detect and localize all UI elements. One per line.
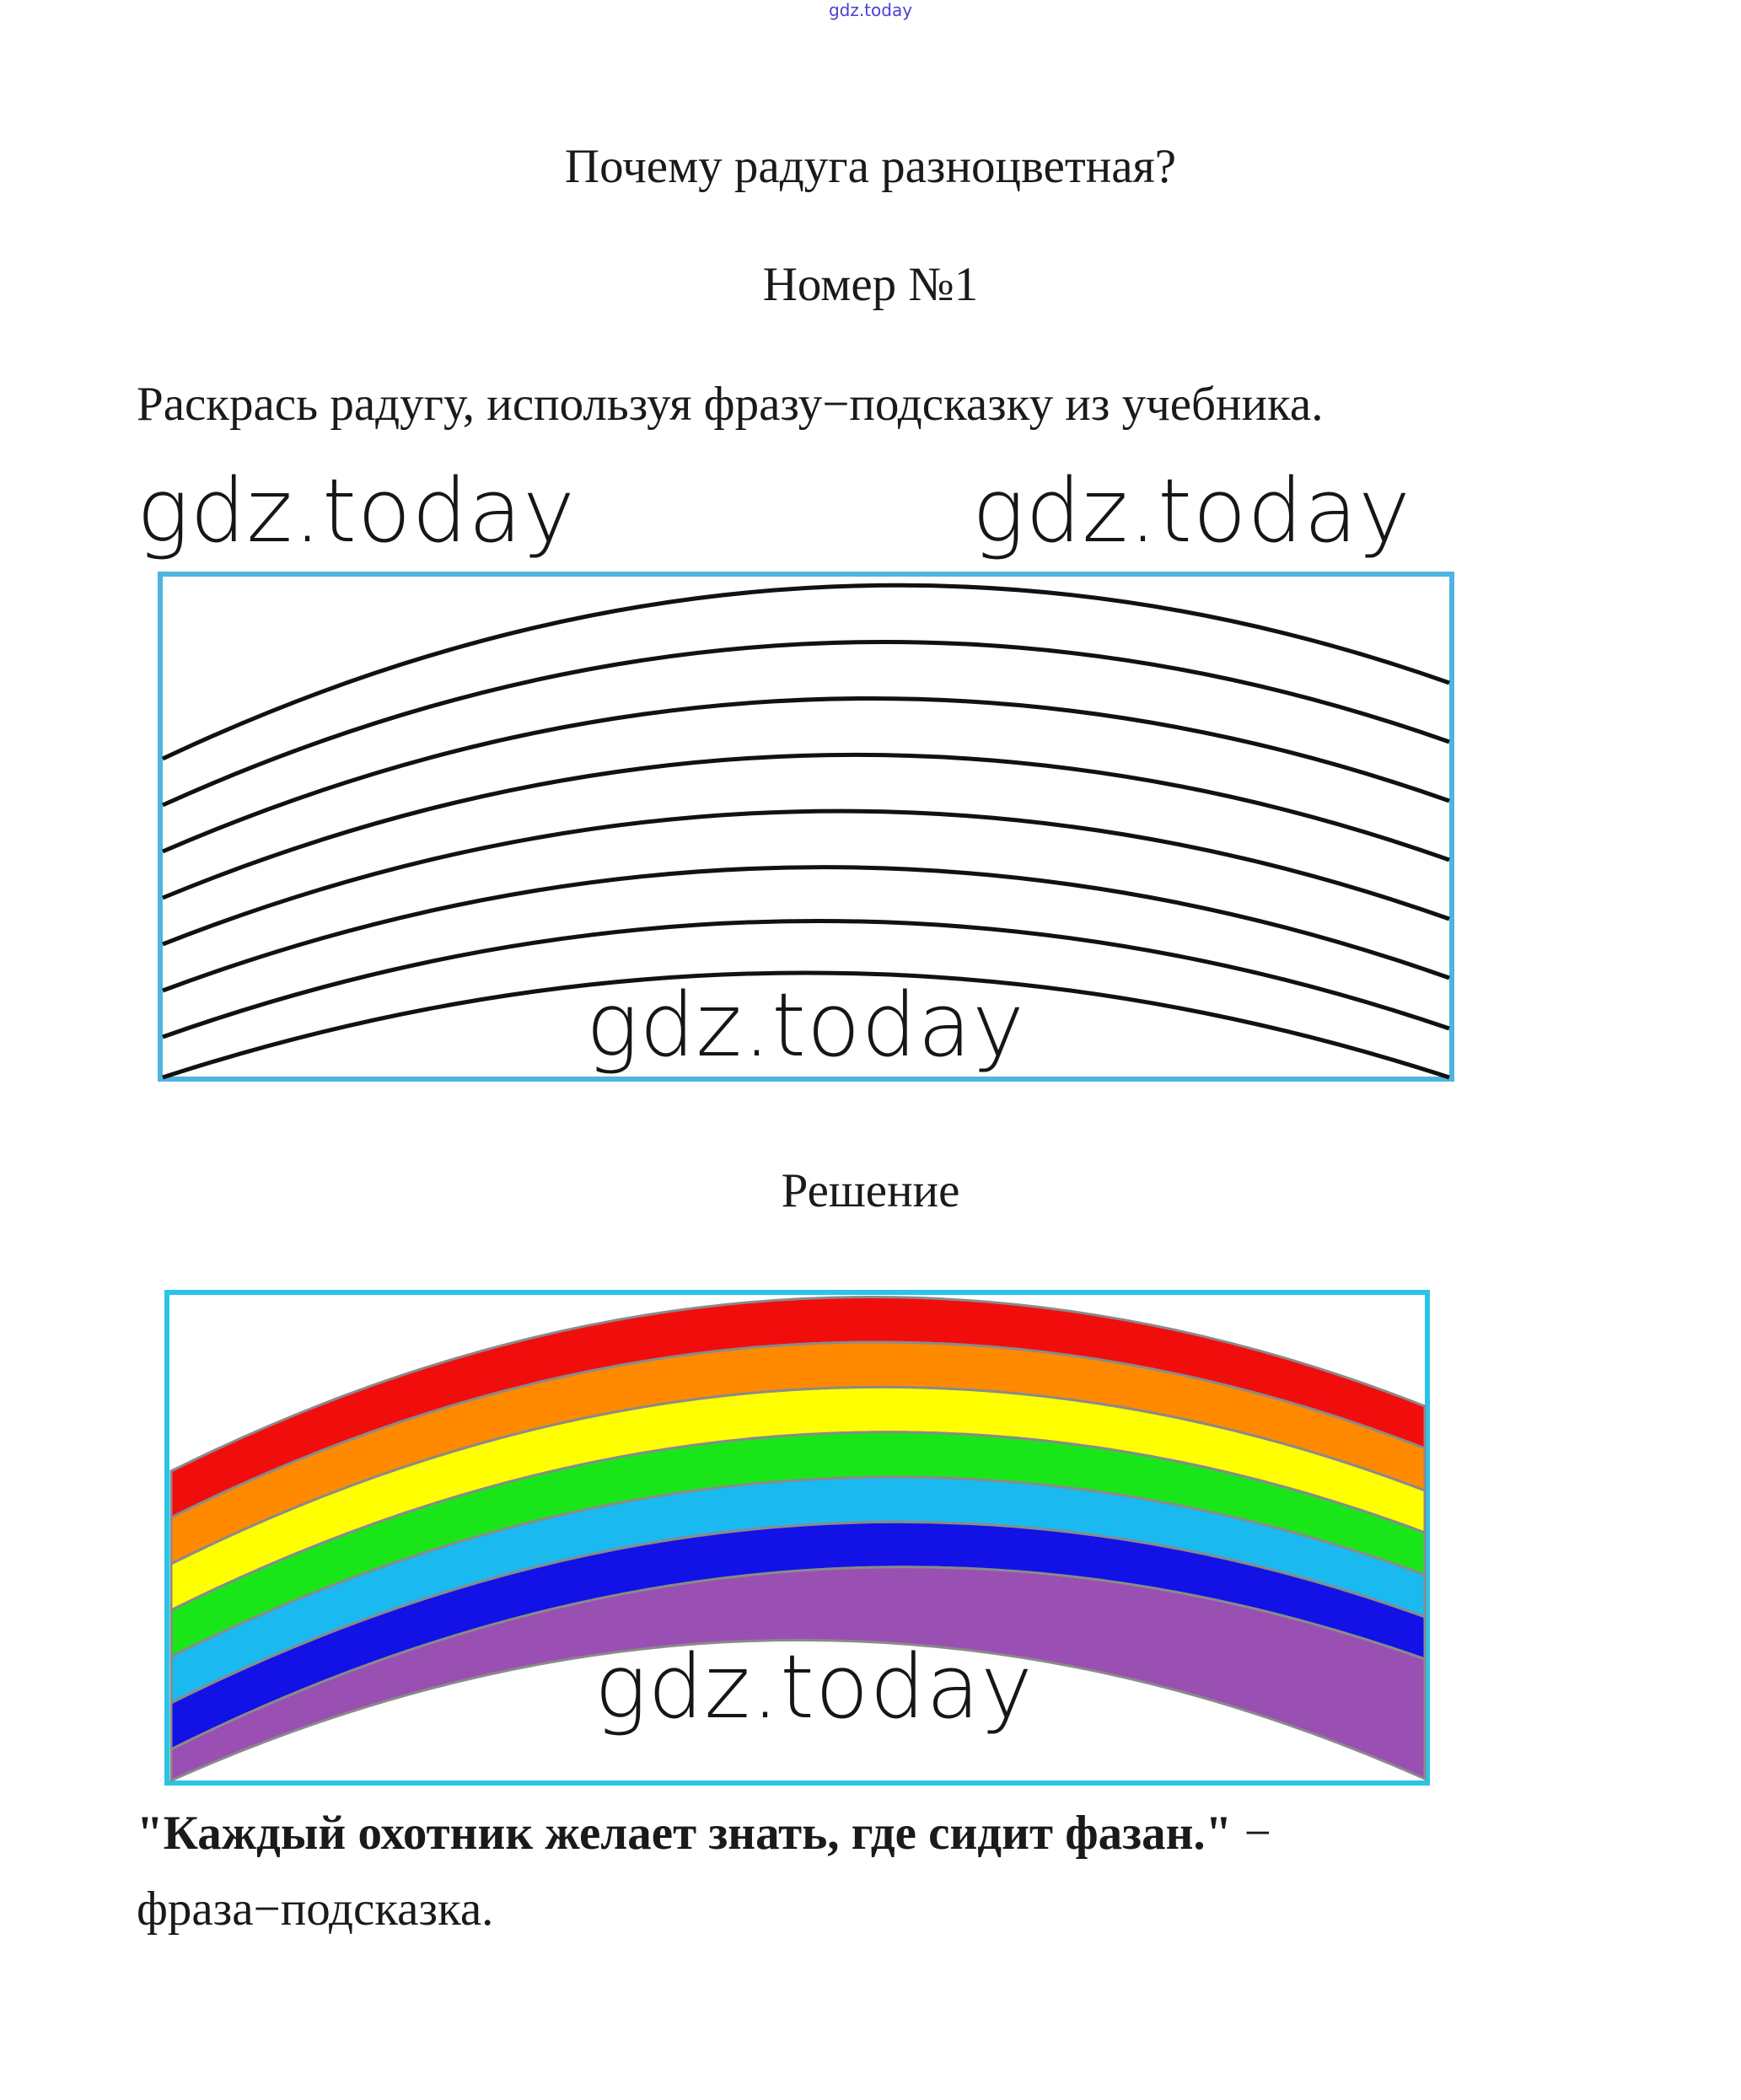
watermark-left: gdz.today	[137, 459, 576, 562]
watermark-colored-rainbow: gdz.today	[594, 1635, 1034, 1738]
exercise-number: Номер №1	[762, 258, 979, 311]
watermark-empty-rainbow: gdz.today	[586, 974, 1025, 1077]
hint-dash: −	[1232, 1807, 1271, 1860]
watermark-right: gdz.today	[972, 459, 1411, 562]
hint-phrase: "Каждый охотник желает знать, где сидит фазан."	[137, 1807, 1233, 1860]
hint-line-2: фраза−подсказка.	[137, 1882, 494, 1936]
site-mark: gdz.today	[828, 0, 913, 20]
page-title: Почему радуга разноцветная?	[564, 140, 1177, 193]
task-text: Раскрась радугу, используя фразу−подсказку из учебника.	[137, 378, 1324, 431]
solution-label: Решение	[781, 1164, 960, 1217]
hint-line-1	[137, 1806, 1271, 1861]
